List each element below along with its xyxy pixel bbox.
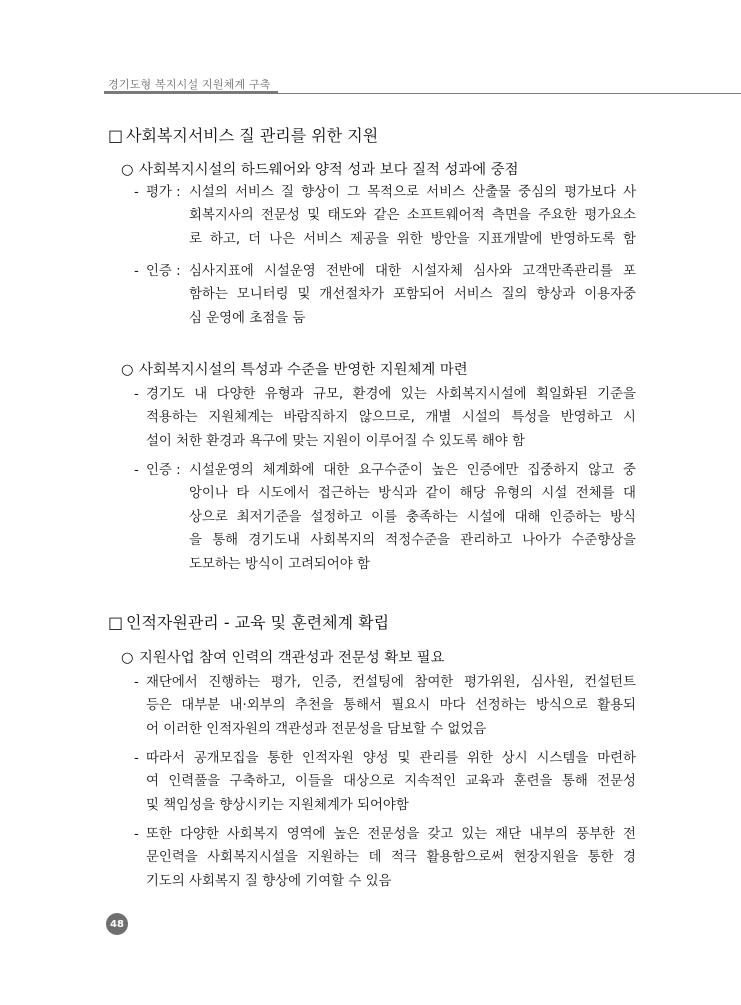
item-line: 시설의 서비스 질 향상이 그 목적으로 서비스 산출물 중심의 평가보다 사 bbox=[189, 185, 636, 200]
subsection-heading bbox=[121, 358, 468, 379]
item-line: 도모하는 방식이 고려되어야 함 bbox=[189, 556, 370, 572]
list-item bbox=[134, 260, 636, 330]
item-line: 상으로 최저기준을 설정하고 이를 충족하는 시설에 대해 인증하는 방식 bbox=[189, 509, 636, 525]
item-line: 앙이나 타 시도에서 접근하는 방식과 같이 해당 유형의 시설 전체를 대 bbox=[189, 486, 636, 502]
item-label: 인증 : bbox=[146, 463, 181, 478]
item-line: 시설운영의 체계화에 대한 요구수준이 높은 인증에만 집중하지 않고 중 bbox=[189, 463, 636, 478]
section-title: 인적자원관리 - 교육 및 훈련체계 확립 bbox=[126, 613, 390, 632]
item-line: 경기도 내 다양한 유형과 규모, 환경에 있는 사회복지시설에 획일화된 기준을 bbox=[146, 387, 636, 402]
circle-bullet-icon: ○ bbox=[121, 650, 134, 666]
item-line: 등은 대부분 내·외부의 추천을 통해서 필요시 마다 선정하는 방식으로 활용되 bbox=[146, 698, 636, 714]
dash-bullet: - bbox=[134, 751, 139, 766]
list-item bbox=[134, 671, 636, 741]
dash-bullet: - bbox=[134, 463, 139, 478]
header-rule-accent bbox=[104, 91, 278, 93]
item-line: 적용하는 지원체계는 바람직하지 않으므로, 개별 시설의 특성을 반영하고 시 bbox=[146, 410, 636, 426]
list-item bbox=[134, 181, 636, 251]
subsection-heading bbox=[121, 646, 444, 667]
item-label: 평가 : bbox=[146, 185, 181, 200]
subsection-title: 사회복지시설의 하드웨어와 양적 성과 보다 질적 성과에 중점 bbox=[139, 162, 519, 178]
circle-bullet-icon: ○ bbox=[121, 162, 134, 178]
item-line: 회복지사의 전문성 및 태도와 같은 소프트웨어적 측면을 주요한 평가요소 bbox=[189, 208, 636, 224]
item-line: 문인력을 사회복지시설을 지원하는 데 적극 활용함으로써 현장지원을 통한 경 bbox=[146, 850, 636, 866]
dash-bullet: - bbox=[134, 264, 139, 279]
item-line: 및 책임성을 향상시키는 지원체계가 되어야함 bbox=[146, 797, 409, 813]
dash-bullet: - bbox=[134, 387, 139, 402]
list-item bbox=[134, 747, 636, 817]
section-heading bbox=[108, 610, 389, 633]
list-item bbox=[134, 383, 636, 453]
item-line: 재단에서 진행하는 평가, 인증, 컨설팅에 참여한 평가위원, 심사원, 컨설턴트 bbox=[146, 675, 636, 690]
running-header: 경기도형 복지시설 지원체계 구축 bbox=[108, 78, 271, 91]
item-line: 어 이러한 인적자원의 객관성과 전문성을 담보할 수 없었음 bbox=[146, 721, 487, 737]
item-label: 인증 : bbox=[146, 264, 181, 279]
subsection-title: 사회복지시설의 특성과 수준을 반영한 지원체계 마련 bbox=[139, 362, 468, 378]
subsection-title: 지원사업 참여 인력의 객관성과 전문성 확보 필요 bbox=[139, 650, 445, 666]
item-line: 을 통해 경기도내 사회복지의 적정수준을 관리하고 나아가 수준향상을 bbox=[189, 533, 636, 549]
item-line: 로 하고, 더 나은 서비스 제공을 위한 방안을 지표개발에 반영하도록 함 bbox=[189, 231, 636, 247]
circle-bullet-icon: ○ bbox=[121, 362, 134, 378]
dash-bullet: - bbox=[134, 675, 139, 690]
item-line: 따라서 공개모집을 통한 인적자원 양성 및 관리를 위한 상시 시스템을 마련하 bbox=[146, 751, 636, 766]
item-line: 함하는 모니터링 및 개선절차가 포함되어 서비스 질의 향상과 이용자중 bbox=[189, 287, 636, 303]
dash-bullet: - bbox=[134, 185, 139, 200]
item-line: 심사지표에 시설운영 전반에 대한 시설자체 심사와 고객만족관리를 포 bbox=[189, 264, 636, 279]
item-line: 심 운영에 초점을 둠 bbox=[189, 310, 306, 326]
list-item bbox=[134, 823, 636, 893]
section-title: 사회복지서비스 질 관리를 위한 지원 bbox=[126, 126, 379, 145]
item-line: 또한 다양한 사회복지 영역에 높은 전문성을 갖고 있는 재단 내부의 풍부한 전 bbox=[146, 827, 636, 842]
page-number-badge bbox=[106, 913, 128, 935]
item-line: 기도의 사회복지 질 향상에 기여할 수 있음 bbox=[146, 873, 392, 889]
header-rule bbox=[104, 93, 741, 94]
page-number: 48 bbox=[110, 918, 124, 930]
section-heading bbox=[108, 123, 378, 146]
square-bullet-icon: □ bbox=[108, 126, 124, 145]
square-bullet-icon: □ bbox=[108, 613, 124, 632]
dash-bullet: - bbox=[134, 827, 139, 842]
subsection-heading bbox=[121, 158, 519, 179]
item-line: 설이 처한 환경과 욕구에 맞는 지원이 이루어질 수 있도록 해야 함 bbox=[146, 433, 525, 449]
item-line: 여 인력풀을 구축하고, 이들을 대상으로 지속적인 교육과 훈련을 통해 전문성 bbox=[146, 774, 636, 790]
list-item bbox=[134, 459, 636, 576]
